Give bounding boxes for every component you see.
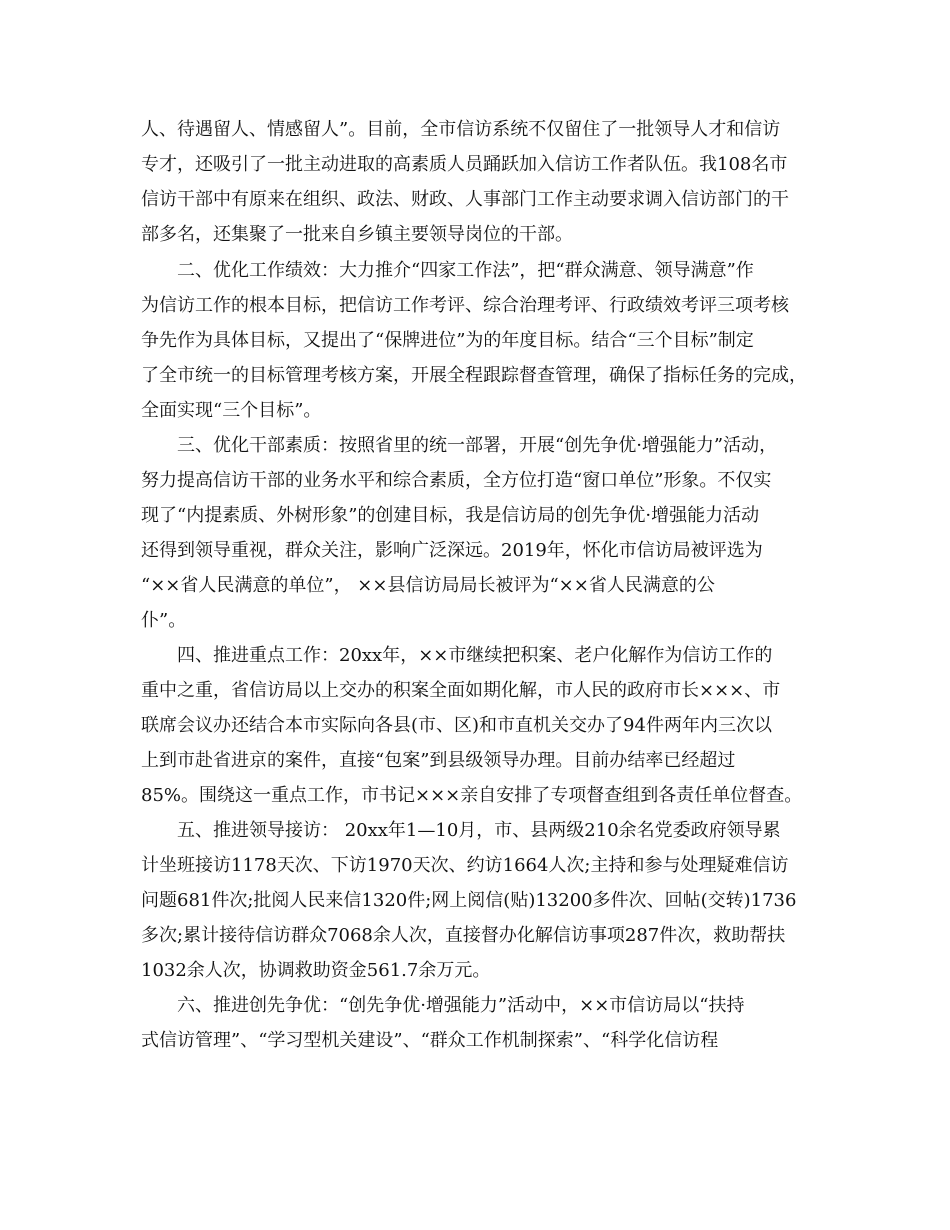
text-line-5: 二、优化工作绩效：大力推介“四家工作法”，把“群众满意、领导满意”作 xyxy=(177,260,754,281)
text-line-3: 信访干部中有原来在组织、政法、财政、人事部门工作主动要求调入信访部门的干 xyxy=(141,189,789,210)
text-line-23: 问题681件次;批阅人民来信1320件;网上阅信(贴)13200多件次、回帖(交转)1736 xyxy=(141,890,797,911)
text-line-24: 多次;累计接待信访群众7068余人次，直接督办化解信访事项287件次，救助帮扶 xyxy=(141,925,786,946)
text-line-25: 1032余人次，协调救助资金561.7余万元。 xyxy=(141,960,491,981)
text-line-20: 85%。围绕这一重点工作，市书记×××亲自安排了专项督查组到各责任单位督查。 xyxy=(141,785,803,806)
text-line-14: “××省人民满意的单位”， ××县信访局局长被评为“××省人民满意的公 xyxy=(141,575,715,596)
text-line-19: 上到市赴省进京的案件，直接“包案”到县级领导办理。目前办结率已经超过 xyxy=(141,750,736,771)
text-line-18: 联席会议办还结合本市实际向各县(市、区)和市直机关交办了94件两年内三次以 xyxy=(141,715,772,736)
text-line-6: 为信访工作的根本目标，把信访工作考评、综合治理考评、行政绩效考评三项考核 xyxy=(141,295,789,316)
text-line-21: 五、推进领导接访： 20xx年1—10月，市、县两级210余名党委政府领导累 xyxy=(177,820,781,841)
text-line-15: 仆”。 xyxy=(141,610,187,631)
text-line-27: 式信访管理”、“学习型机关建设”、“群众工作机制探索”、“科学化信访程 xyxy=(141,1030,719,1051)
text-line-22: 计坐班接访1178天次、下访1970天次、约访1664人次;主持和参与处理疑难信访 xyxy=(141,855,789,876)
text-line-11: 努力提高信访干部的业务水平和综合素质，全方位打造“窗口单位”形象。不仅实 xyxy=(141,470,772,491)
text-line-8: 了全市统一的目标管理考核方案，开展全程跟踪督查管理，确保了指标任务的完成， xyxy=(141,365,807,386)
text-line-1: 人、待遇留人、情感留人”。目前，全市信访系统不仅留住了一批领导人才和信访 xyxy=(141,119,781,140)
text-line-9: 全面实现“三个目标”。 xyxy=(141,400,322,421)
text-line-10: 三、优化干部素质：按照省里的统一部署，开展“创先争优·增强能力”活动， xyxy=(177,435,778,456)
text-line-4: 部多名，还集聚了一批来自乡镇主要领导岗位的干部。 xyxy=(141,224,573,245)
text-line-16: 四、推进重点工作：20xx年，××市继续把积案、老户化解作为信访工作的 xyxy=(177,645,773,666)
text-line-7: 争先作为具体目标，又提出了“保牌进位”为的年度目标。结合“三个目标”制定 xyxy=(141,330,754,351)
text-line-17: 重中之重，省信访局以上交办的积案全面如期化解，市人民的政府市长×××、市 xyxy=(141,680,781,701)
text-line-13: 还得到领导重视，群众关注，影响广泛深远。2019年，怀化市信访局被评选为 xyxy=(141,540,763,561)
text-line-26: 六、推进创先争优：“创先争优·增强能力”活动中，××市信访局以“扶持 xyxy=(177,995,745,1016)
text-line-12: 现了“内提素质、外树形象”的创建目标，我是信访局的创先争优·增强能力活动 xyxy=(141,505,760,526)
text-line-2: 专才，还吸引了一批主动进取的高素质人员踊跃加入信访工作者队伍。我108名市 xyxy=(141,154,788,175)
